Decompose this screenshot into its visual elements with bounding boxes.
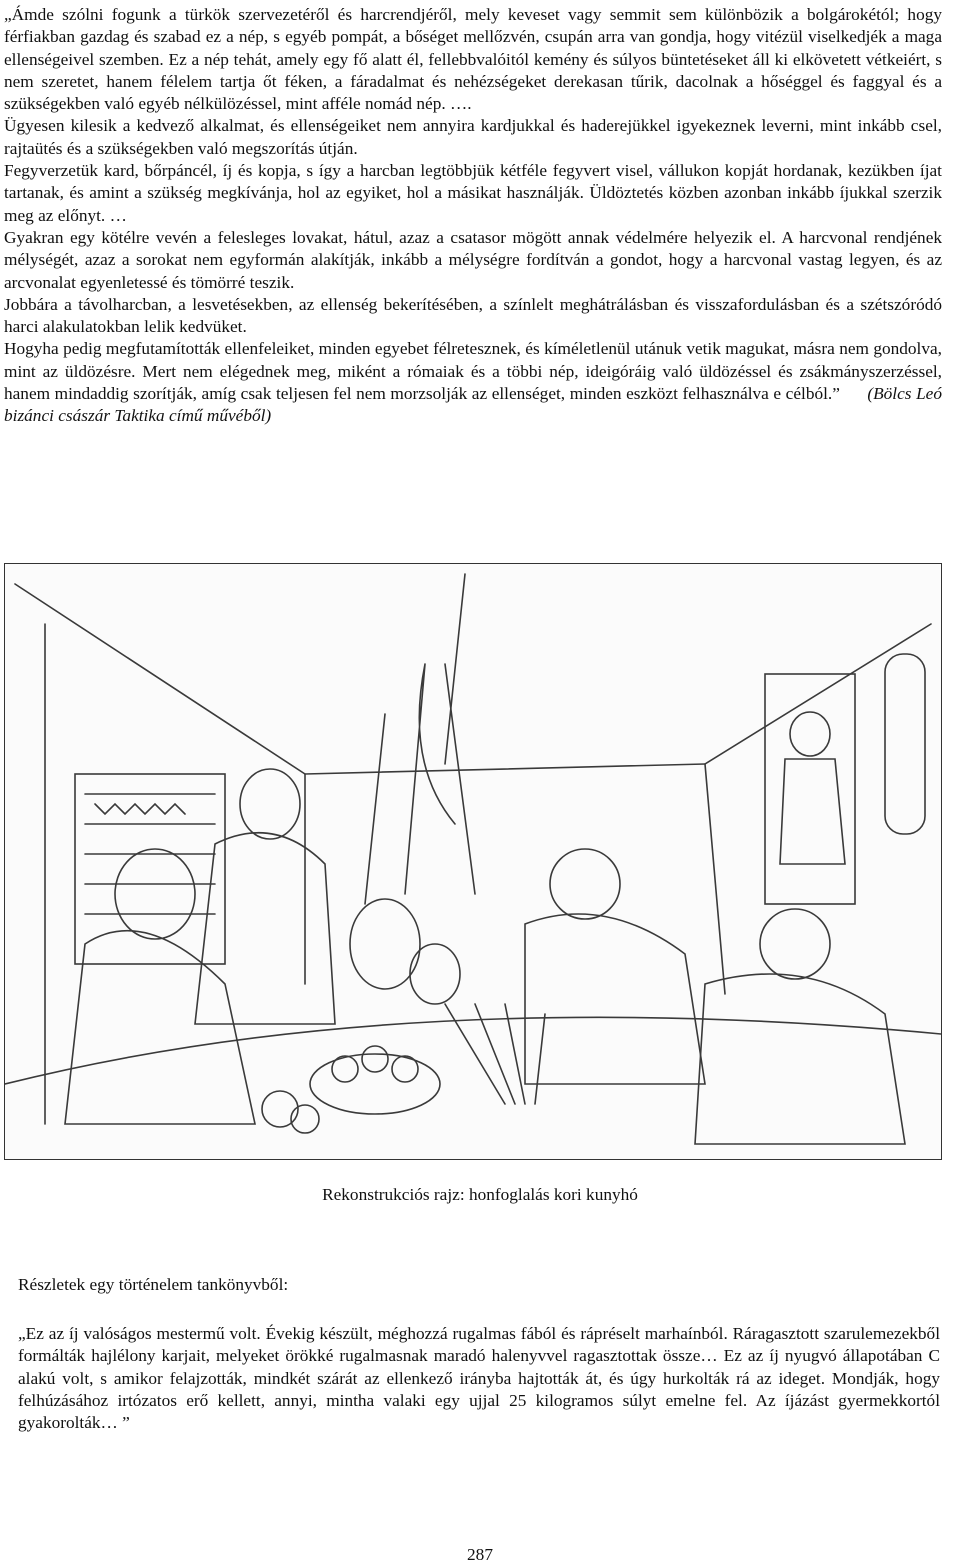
main-text	[4, 4, 942, 428]
yarn-ball	[262, 1091, 298, 1127]
paragraph-tactics: Ügyesen kilesik a kedvező alkalmat, és ellenségeiket nem annyira kardjukkal és haderejükkel igyekeznek leverni, mint inkább csel, rajtaütés és a szükségekben való megszorítás útján.	[4, 116, 942, 158]
excerpt-title: Részletek egy történelem tankönyvből:	[18, 1275, 289, 1294]
loom-frame	[75, 774, 225, 964]
roof-beam-left	[15, 584, 305, 774]
source-citation: (Bölcs Leó bizánci császár Taktika című művéből)	[4, 384, 942, 426]
figure-arrowmaker-head	[760, 909, 830, 979]
page-number: 287	[467, 1545, 493, 1564]
apple	[392, 1056, 418, 1082]
figure-weaver-body	[195, 833, 335, 1024]
figure-seated-woman-head	[115, 849, 195, 939]
figure-seated-woman-body	[65, 931, 255, 1124]
roof-edge	[305, 764, 705, 774]
paragraph-formation: Gyakran egy kötélre vevén a felesleges lovakat, hátul, azaz a csatasor mögött annak védelmére helyezik el. A harcvonal rendjének mélységét, azaz a sorokat nem egyformán alakítják, inkább a mélységre fordítván a gondot, hogy a harcvonal vastag legyen, és az arcvonalat egyenletessé és tömörré teszik.	[4, 227, 942, 292]
doorway	[765, 674, 855, 904]
excerpt-quote: „Ez az íj valóságos mestermű volt. Évekig készült, méghozzá rugalmas fából és rápréselt marhaínból. Ráragasztott szarulemezekből formálták hajlélony karjait, melyeket örökké rugalmasnak maradó halenyvvel ragasztottak össze… Ez az íj nyugvó állapotában C alakú volt, s amikor felajzották, mindkét szárát az ellenkező irányba hajtották át, és úgy hurkolták rá az ideget. Mondják, hogy felhúzásához irtózatos erő kellett, annyi, mintha valaki egy ujjal 25 kilogramos súlyt emelne fel. Az íjázást gyermekkortól gyakorolták… ”	[18, 1324, 940, 1433]
quiver	[885, 654, 925, 834]
paragraph-pursuit	[4, 338, 942, 427]
figure-doorway-head	[790, 712, 830, 756]
loom-zigzag	[95, 804, 185, 814]
apple	[332, 1056, 358, 1082]
paragraph-intro: „Ámde szólni fogunk a türkök szervezetéről és harcrendjéről, mely keveset vagy semmit sem különbözik a bolgárokétól; hogy férfiakban gazdag és szabad ez a nép, s egyéb pompát, a bőséget mellőzvén, csupán arra van gondja, hogy vitézül viselkedjék a maga ellenségeivel szemben. Ez a nép tehát, amely egy fő alatt él, fellebbvalóitól kemény és súlyos büntetéseket áll ki elkövetett vétkeiért, s nem szeretet, hanem félelem tartja őt féken, a fáradalmat és nehézségeket derekasan tűrik, dacolnak a hőséggel és faggyal és a szükségekben való egyéb nélkülözéssel, mint afféle nomád nép. ….	[4, 5, 942, 114]
figure-kneeling-man-body	[525, 914, 705, 1084]
roof-beam-right	[705, 624, 931, 764]
pot-small	[410, 944, 460, 1004]
paragraph-weapons: Fegyverzetük kard, bőrpáncél, íj és kopja, s így a harcban legtöbbjük kétféle fegyvert visel, vállukon kopját hordanak, kezükben íjat tartanak, és amint a szükség megkívánja, hol az egyiket, hol a másikat használják. Üldöztetés közben azonban inkább íjukkal szerzik meg az előnyt. …	[4, 161, 942, 225]
hanging-cloth	[405, 664, 475, 894]
figure-doorway-body	[780, 759, 845, 864]
pestle	[365, 714, 385, 904]
bowl-of-apples	[310, 1054, 440, 1114]
paragraph-pursuit-text: Hogyha pedig megfutamították ellenfeleiket, minden egyebet félretesznek, és kíméletlenül utánuk vetik magukat, másra nem gondolva, mint az üldözésre. Mert nem elégednek meg, miként a rómaiak és a többi nép, ideigóráig való üldözéssel és zsákmányszerzéssel, hanem mindaddig szorítják, amíg csak teljesen fel nem morzsolják az ellenséget, minden eszközt felhasználva e célból.”	[4, 339, 942, 404]
paragraph-distance-combat: Jobbára a távolharcban, a lesvetésekben, az ellenség bekerítésében, a színlelt meghátrálásban és visszafordulásban és a szétszóródó harci alakulatokban lelik kedvüket.	[4, 294, 942, 337]
figure-weaver-head	[240, 769, 300, 839]
figure-kneeling-man-head	[550, 849, 620, 919]
apple	[362, 1046, 388, 1072]
illustration-hut-interior	[4, 563, 942, 1160]
figure-caption: Rekonstrukciós rajz: honfoglalás kori kunyhó	[322, 1185, 638, 1204]
figure-arrowmaker-body	[695, 974, 905, 1144]
wall-corner-right	[705, 764, 725, 994]
hut-drawing	[5, 564, 941, 1159]
